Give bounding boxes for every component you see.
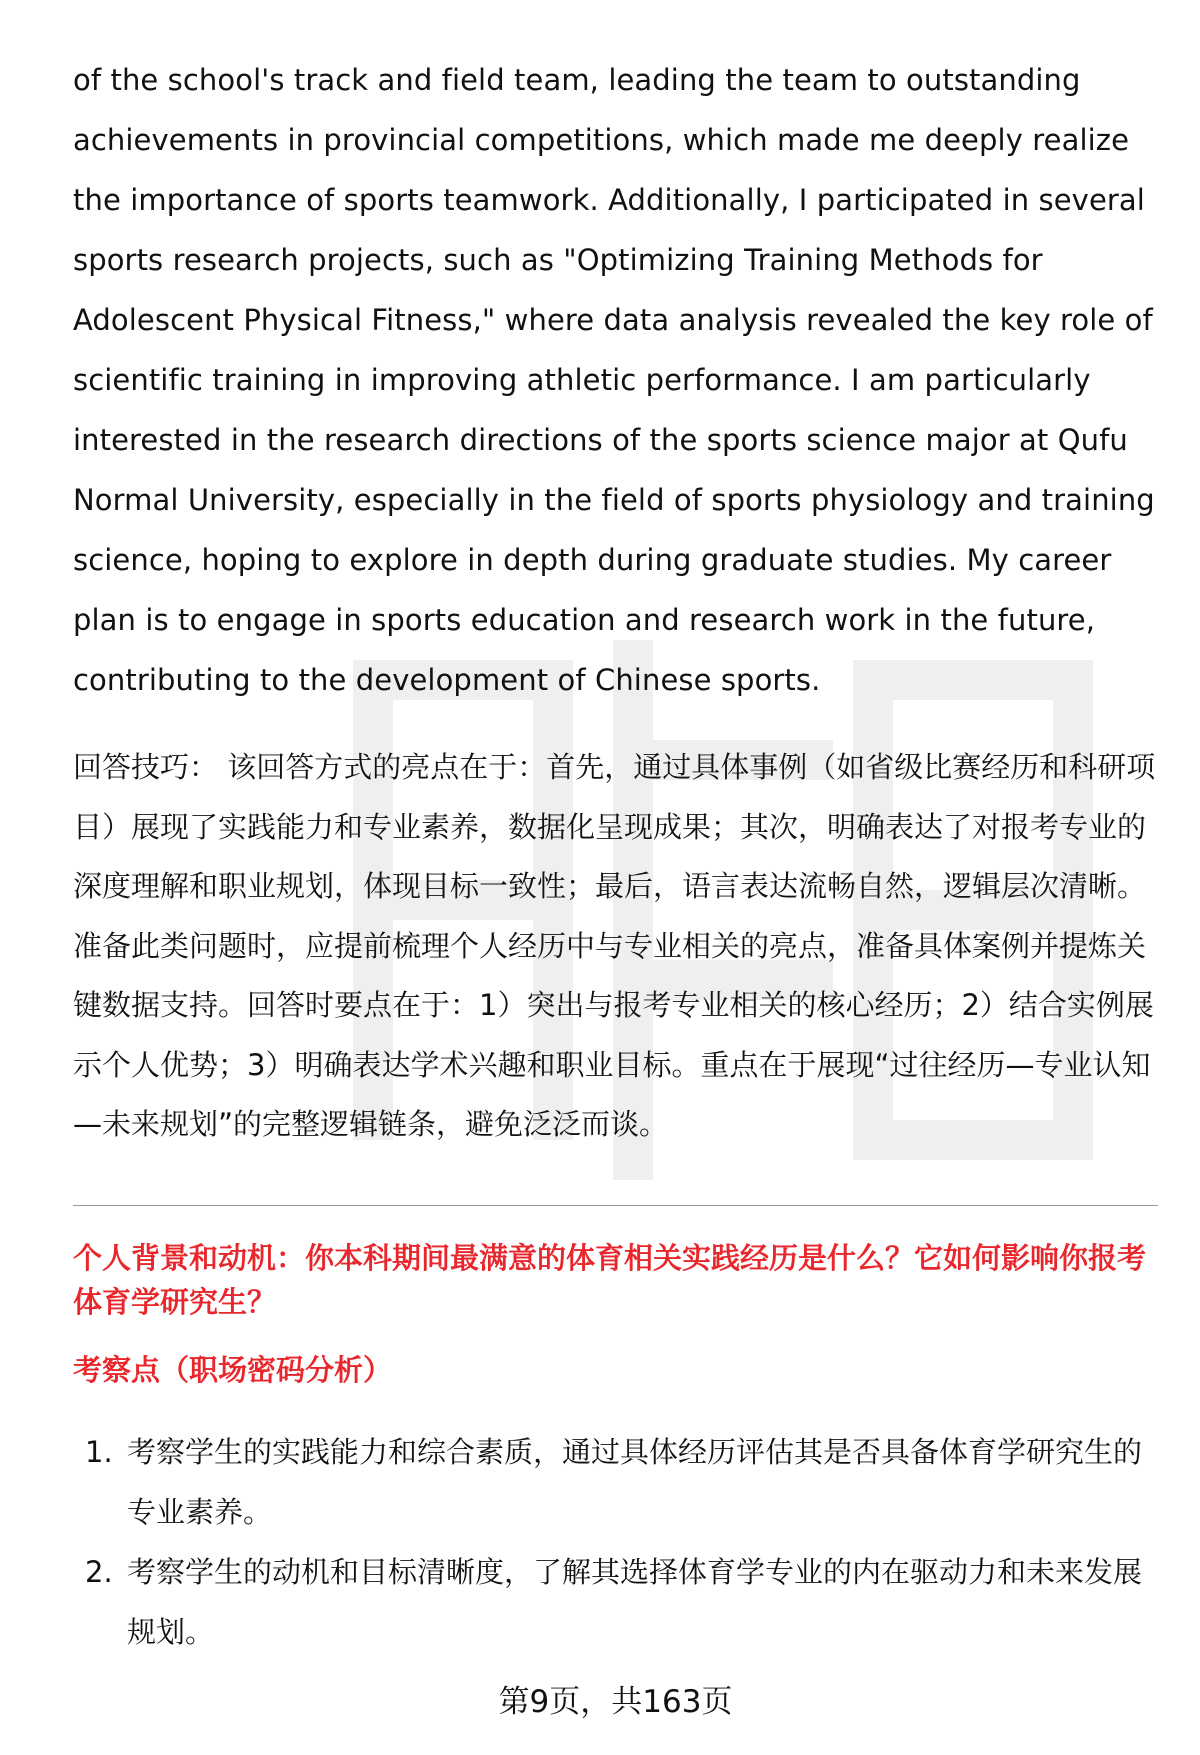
list-item-text: 考察学生的实践能力和综合素质，通过具体经历评估其是否具备体育学研究生的专业素养。	[127, 1435, 1143, 1529]
question-heading: 个人背景和动机：你本科期间最满意的体育相关实践经历是什么？它如何影响你报考体育学研究生？	[73, 1241, 1147, 1319]
assessment-heading: 考察点（职场密码分析）	[73, 1353, 393, 1387]
body-paragraph-english: of the school's track and field team, leading the team to outstanding achievements in provincial competitions, which made me deeply realize the importance of sports teamwork. Additionally, I participated in several sports research projects, such as "Optimizing Training Methods for Adolescent Physical Fitness," where data analysis revealed the key role of scientific training in improving athletic performance. I am particularly interested in the research directions of the sports science major at Qufu Normal University, especially in the field of sports physiology and training science, hoping to explore in depth during graduate studies. My career plan is to engage in sports education and research work in the future, contributing to the development of Chinese sports.	[73, 63, 1155, 697]
list-item-number: 1.	[85, 1435, 113, 1469]
section-divider	[73, 1205, 1158, 1206]
page-number-footer: 第9页，共163页	[498, 1684, 733, 1720]
list-item-text: 考察学生的动机和目标清晰度，了解其选择体育学专业的内在驱动力和未来发展规划。	[127, 1555, 1143, 1649]
list-item	[73, 1542, 1158, 1662]
list-item	[73, 1422, 1158, 1542]
list-item-number: 2.	[85, 1555, 113, 1589]
assessment-points-list	[73, 1422, 1158, 1662]
document-page	[73, 0, 1158, 1755]
answer-tips-paragraph: 回答技巧： 该回答方式的亮点在于：首先，通过具体事例（如省级比赛经历和科研项目）展现了实践能力和专业素养，数据化呈现成果；其次，明确表达了对报考专业的深度理解和职业规划，体现目标一致性；最后，语言表达流畅自然，逻辑层次清晰。准备此类问题时，应提前梳理个人经历中与专业相关的亮点，准备具体案例并提炼关键数据支持。回答时要点在于：1）突出与报考专业相关的核心经历；2）结合实例展示个人优势；3）明确表达学术兴趣和职业目标。重点在于展现“过往经历—专业认知—未来规划”的完整逻辑链条，避免泛泛而谈。	[73, 750, 1156, 1141]
